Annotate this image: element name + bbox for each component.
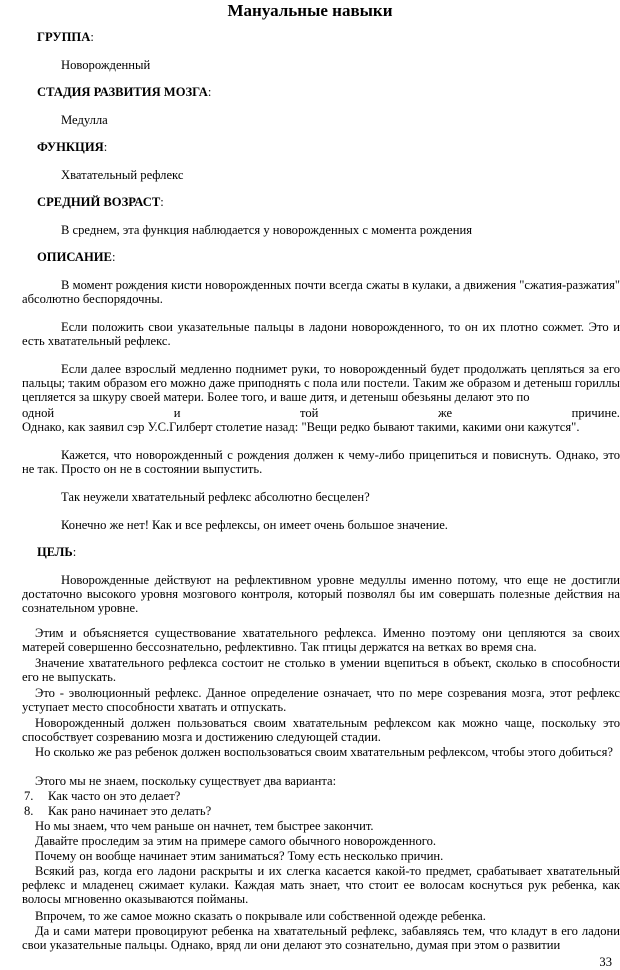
colon: : xyxy=(72,545,77,559)
colon: : xyxy=(90,30,94,44)
goal-paragraph: Да и сами матери провоцируют ребенка на хватательный рефлекс, забавляясь тем, что кладут в его ладони свои указательные пальцы. Однако, вряд ли они делают это сознательно, думая при этом о развитии xyxy=(22,924,620,952)
list-item xyxy=(24,789,181,803)
list-number: 7. xyxy=(24,789,34,803)
goal-paragraph: Но сколько же раз ребенок должен воспользоваться своим хватательным рефлексом, чтобы этого добиться? xyxy=(35,745,613,759)
goal-line: Почему он вообще начинает этим заниматься? Тому есть несколько причин. xyxy=(35,849,444,863)
goal-line: Этого мы не знаем, поскольку существует два варианта: xyxy=(35,774,337,788)
goal-paragraph: Новорожденные действуют на рефлективном уровне медуллы именно потому, что еще не достигли достаточно высокого уровня мозгового контроля, который позволял бы им совершать полезные действия на сознательном уровне. xyxy=(22,573,620,615)
list-text: Как рано начинает это делать? xyxy=(48,804,212,818)
colon: : xyxy=(160,195,164,209)
age-label: СРЕДНИЙ ВОЗРАСТ xyxy=(37,195,161,209)
colon: : xyxy=(111,250,116,264)
list-number: 8. xyxy=(24,804,34,818)
goal-line: Давайте проследим за этим на примере самого обычного новорожденного. xyxy=(35,834,437,848)
goal-paragraph: Этим и объясняется существование хватательного рефлекса. Именно поэтому они цепляются за своих матерей совершенно бессознательно, рефлективно. Так птицы держатся на ветках во время сна. xyxy=(22,626,620,654)
list-item xyxy=(24,804,212,818)
description-paragraph: В момент рождения кисти новорожденных почти всегда сжаты в кулаки, а движения "сжатия-разжатия" абсолютно беспорядочны. xyxy=(22,278,620,306)
description-paragraph: Конечно же нет! Как и все рефлексы, он имеет очень большое значение. xyxy=(61,518,448,532)
stage-value: Медулла xyxy=(61,113,108,127)
stage-label: СТАДИЯ РАЗВИТИЯ МОЗГА xyxy=(37,85,208,99)
group-label: ГРУППА xyxy=(37,30,91,44)
function-value: Хватательный рефлекс xyxy=(61,168,184,182)
age-heading xyxy=(37,195,164,209)
word: и xyxy=(173,406,181,420)
colon: : xyxy=(207,85,212,99)
group-heading xyxy=(37,30,94,44)
function-label: ФУНКЦИЯ xyxy=(37,140,104,154)
age-value: В среднем, эта функция наблюдается у новорожденных с момента рождения xyxy=(61,223,473,237)
stage-heading xyxy=(37,85,211,99)
word: же xyxy=(437,406,453,420)
description-paragraph: Кажется, что новорожденный с рождения должен к чему-либо прицепиться и повиснуть. Однако, это не так. Просто он не в состоянии выпустить. xyxy=(22,448,620,476)
page-number: 33 xyxy=(599,955,612,969)
goal-paragraph: Всякий раз, когда его ладони раскрыты и их слегка касается какой-то предмет, срабатывает хватательный рефлекс и младенец сжимает кулаки. Каждая мать знает, что стоит ее волосам коснуться рук ребенка, как волосы мгновенно оказываются пойманы. xyxy=(22,864,620,906)
description-label: ОПИСАНИЕ xyxy=(37,250,112,264)
description-paragraph: Если далее взрослый медленно поднимет руки, то новорожденный будет продолжать цепляться за его пальцы; таким образом его можно даже приподнять с пола или постели. Таким же образом и детеныш гориллы цепляется за шкуру своей матери. Более того, и ваше дитя, и детеныш обезьяны делают это по xyxy=(22,362,620,404)
description-paragraph: Так неужели хватательный рефлекс абсолютно бесцелен? xyxy=(61,490,370,504)
goal-label: ЦЕЛЬ xyxy=(37,545,73,559)
function-heading xyxy=(37,140,107,154)
description-paragraph: Если положить свои указательные пальцы в ладони новорожденного, то он их плотно сожмет. Это и есть хватательный рефлекс. xyxy=(22,320,620,348)
word: причине. xyxy=(571,406,620,420)
goal-paragraph: Новорожденный должен пользоваться своим хватательным рефлексом как можно чаще, поскольку это способствует созреванию мозга и достижению следующей стадии. xyxy=(22,716,620,744)
page-title: Мануальные навыки xyxy=(227,1,393,20)
description-line: Однако, как заявил сэр У.С.Гилберт столетие назад: "Вещи редко бывают такими, какими они кажутся". xyxy=(22,420,580,434)
word: одной xyxy=(22,406,55,420)
goal-paragraph: Это - эволюционный рефлекс. Данное определение означает, что по мере созревания мозга, этот рефлекс уступает место способности хватать и отпускать. xyxy=(22,686,620,714)
description-heading xyxy=(37,250,115,264)
justified-line xyxy=(22,406,620,420)
goal-heading xyxy=(37,545,76,559)
list-text: Как часто он это делает? xyxy=(48,789,181,803)
word: той xyxy=(300,406,319,420)
goal-line: Но мы знаем, что чем раньше он начнет, тем быстрее закончит. xyxy=(35,819,374,833)
goal-paragraph: Значение хватательного рефлекса состоит не столько в умении вцепиться в объект, сколько в способности его не выпускать. xyxy=(22,656,620,684)
goal-line: Впрочем, то же самое можно сказать о покрывале или собственной одежде ребенка. xyxy=(35,909,486,923)
colon: : xyxy=(103,140,108,154)
group-value: Новорожденный xyxy=(61,58,151,72)
